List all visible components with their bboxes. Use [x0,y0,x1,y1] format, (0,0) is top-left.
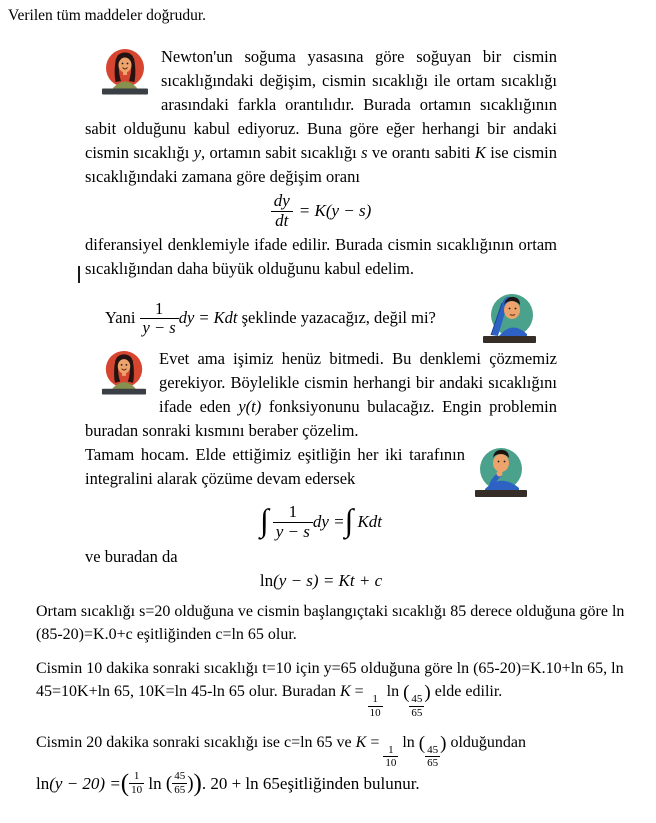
student-avatar-scratching-icon [481,289,539,347]
student-question [85,300,436,337]
fraction-1-over-10-b: $\frac{1}{10}$ [385,743,397,770]
equals-sign: = [350,683,368,701]
final-dot20: . 20 + ln 65 [201,773,280,793]
formula-ln-body: (y − s) = Kt + c [273,570,383,590]
equals-sign-2: = [366,733,384,751]
textbook-excerpt [85,45,557,590]
formula-dydt [85,192,557,230]
integral-sign-left: ∫ [259,502,269,539]
intro-line: Verilen tüm maddeler doğrudur. [8,7,207,24]
student-paragraph-2 [85,443,557,491]
ln-operator-3: ln [402,733,415,751]
ln-operator-4: ln [36,773,50,793]
p2-text-2: elde edilir. [430,683,503,701]
fraction-45-over-65: $\frac{45}{65}$ [411,693,423,720]
connector-text: ve buradan da [85,546,178,566]
fraction-1-over-10: $\frac{1}{10}$ [369,693,381,720]
p3-text-1: Cismin 20 dakika sonraki sıcaklığı ise c=ln 65 ve [36,733,356,751]
fraction-45-over-65-c: 45 65 [174,770,186,796]
var-s: s [361,143,368,162]
close-paren-3: ) [187,772,194,794]
teacher1-text-4: ise cismin sıcaklığındaki zamana göre değişim oranı [85,143,558,186]
teacher-paragraph-2 [85,347,557,443]
ln-operator-5: ln [148,773,162,793]
formula-integral [85,503,557,541]
formula-integral-rhs: Kdt [357,512,382,532]
big-close-paren: ) [193,769,202,797]
final-suffix: eşitliğinden bulunur. [279,773,420,793]
fraction-dy-dt: $\frac{dy}{dt}$ [271,192,293,230]
var-K-2: K [339,683,351,701]
big-open-paren: ( [120,769,130,797]
solution-section [36,600,652,796]
p3-text-2: olduğundan [446,733,526,751]
open-paren-2: ( [418,732,426,754]
close-paren: ) [424,682,431,704]
question-suffix: şeklinde yazacağız, değil mi? [241,308,436,328]
open-paren-3: ( [165,772,173,794]
teacher1-text-2: , ortamın sabit sıcaklığı [201,143,362,162]
question-equation: dy = Kdt [178,308,238,328]
final-formula-line [36,770,652,796]
teacher2-text-2: fonksiyonunu bulacağız. Engin problemin buradan sonraki kısmını beraber çözelim. [85,397,557,441]
after-formula-text: diferansiyel denklemiyle ifade edilir. Burada cismin sıcaklığının ortam sıcaklığından daha büyük olduğunu kabul edelim. [85,235,557,279]
student-avatar-thinking-icon [473,443,529,501]
ln-operator: ln [259,570,274,590]
question-prefix: Yani [105,308,136,328]
var-K-3: K [355,733,367,751]
fraction-1-over-ys: $\frac{1}{y - s}$ [140,300,179,337]
final-lhs: (y − 20) = [49,773,121,793]
teacher1-text-1: Newton'un soğuma yasasına göre soğuyan bir cismin sıcaklığındaki değişim, cismin sıcaklığı ile ortam sıcaklığı arasındaki farkla orantılıdır. Burada ortamın sıcaklığının sabit olduğunu kabul ediyoruz. Buna göre eğer herhangi bir andaki cismin sıcaklığı [85,47,557,162]
var-yt: y(t) [238,397,262,417]
open-paren: ( [403,682,410,704]
teacher-avatar-icon [101,47,149,97]
text-cursor [78,266,80,283]
fraction-1-over-ys-2: $\frac{1}{y - s}$ [273,503,313,541]
teacher-paragraph-1 [85,45,557,189]
solution-paragraph-2 [36,657,652,719]
fraction-45-over-65-b: $\frac{45}{65}$ [427,743,439,770]
close-paren-2: ) [440,732,447,754]
var-K: K [474,143,486,162]
teacher1-text-3: ve orantı sabiti [367,143,475,162]
student2-text: Tamam hocam. Elde ettiğimiz eşitliğin her iki tarafının integralini alarak çözüme devam edersek [85,445,465,489]
integral-sign-right: ∫ [344,502,354,539]
student-question-row [85,289,557,347]
formula-dydt-rhs: = K(y − s) [298,200,372,220]
teacher-avatar-icon-2 [101,349,147,397]
var-y: y [193,143,202,162]
formula-integral-mid: dy = [312,512,345,532]
p2-text-1: Cismin 10 dakika sonraki sıcaklığı t=10 için y=65 olduğuna göre ln (65-20)=K.10+ln 65, ln 45=10K+ln 65, 10K=ln 45-ln 65 olur. Buradan [36,660,624,701]
teacher2-text-1: Evet ama işimiz henüz bitmedi. Bu denklemi çözmemiz gerekiyor. Böylelikle cismin herhangi bir andaki sıcaklığını ifade eden [159,349,557,417]
solution-paragraph-3 [36,731,652,770]
fraction-1-over-10-c: 1 10 [131,770,143,796]
solution-paragraph-1: Ortam sıcaklığı s=20 olduğuna ve cismin başlangıçtaki sıcaklığı 85 derece olduğuna göre ln (85-20)=K.0+c eşitliğinden c=ln 65 olur. [36,603,625,644]
formula-ln [85,572,557,591]
ln-operator-2: ln [386,683,400,701]
